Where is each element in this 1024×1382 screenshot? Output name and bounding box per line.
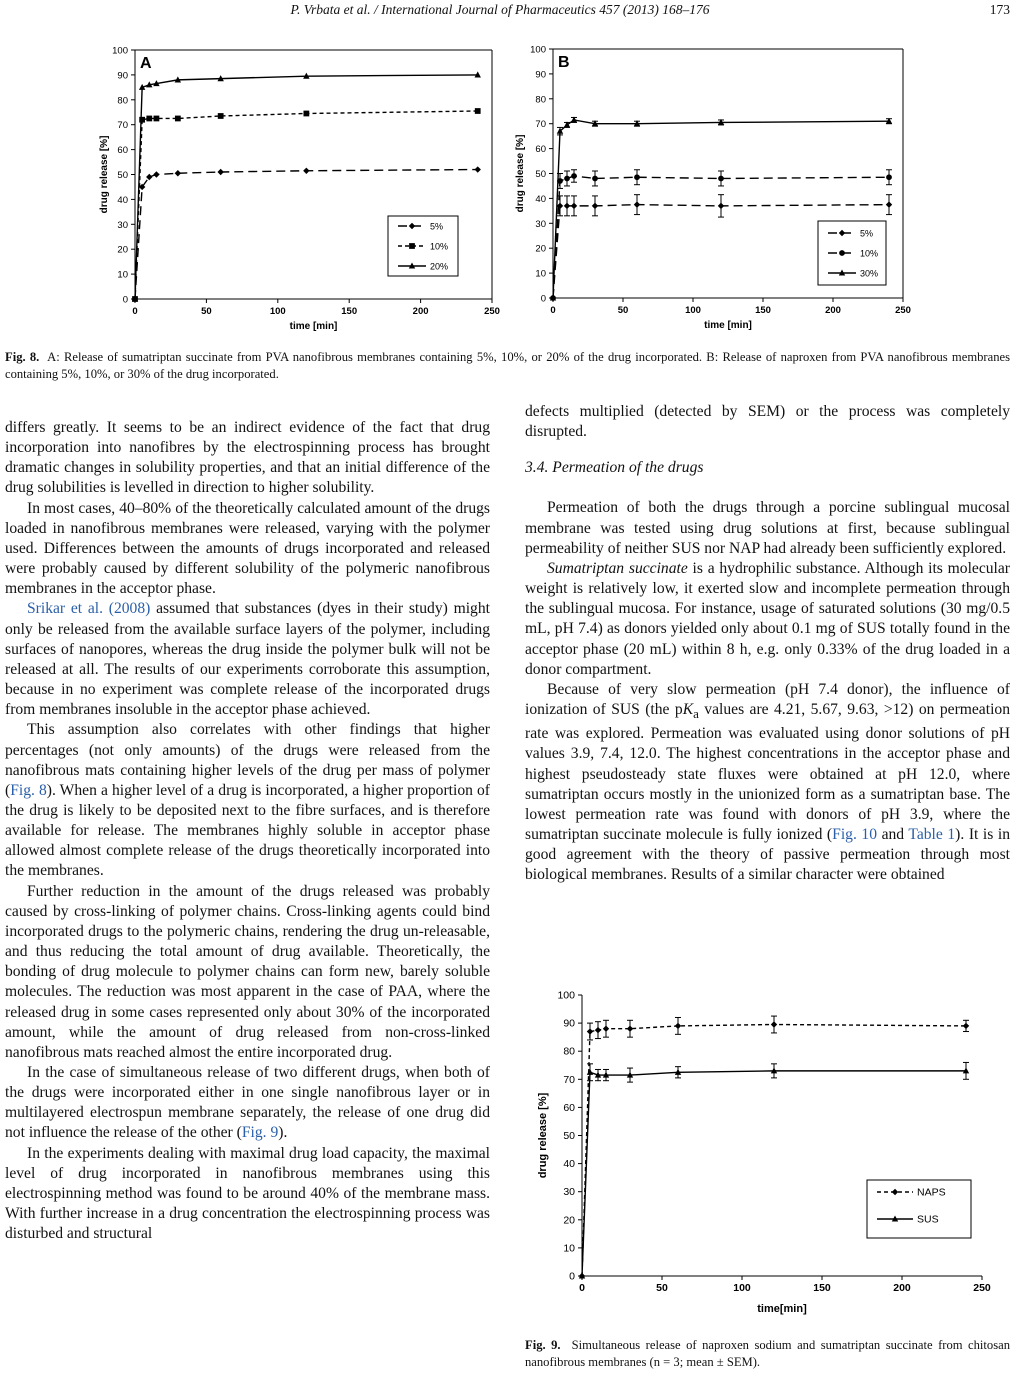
data-point-5%: [175, 170, 181, 176]
pka-subscript: a: [693, 706, 699, 722]
legend-label: 5%: [860, 228, 874, 239]
reference-link-srikar[interactable]: Srikar et al. (2008): [27, 600, 151, 618]
data-point-10%: [218, 113, 224, 119]
y-tick-label: 50: [117, 170, 128, 181]
y-tick-label: 100: [557, 989, 575, 1002]
y-tick-label: 80: [563, 1045, 575, 1058]
legend-marker: [409, 243, 415, 249]
x-axis-label: time [min]: [289, 321, 338, 332]
paragraph-text: Because of very slow permeation (pH 7.4 donor), the influence of ionization of SUS (the p: [525, 680, 1010, 719]
y-tick-label: 20: [563, 1214, 575, 1227]
paragraph: In the experiments dealing with maximal drug load capacity, the maximal level of drug incorporated in nanofibrous membranes using this electrospinning method was found to be around 40% of the membrane mass. With further increase in a drug concentration the electrospinning process was disturbed and structural: [5, 1144, 490, 1243]
paragraph: Further reduction in the amount of the drugs released was probably caused by cross-linking of polymer chains. Cross-linking agents could bind incorporated drugs to the polymeric chains, rendering the drug un-releasable, and thus reducing the total amount of drug available. Theoretically, the bonding of drug molecule to polymer chains can form new, barely soluble molecules. The reduction was most apparent in the case of PAA, where the released drug in some cases represented only about 30% of the incorporated amount, while the amount of drug released from non-cross-linked nanofibrous mats reached almost the entire incorporated drug.: [5, 882, 490, 1061]
x-axis-label: time[min]: [757, 1303, 807, 1315]
y-tick-label: 10: [563, 1242, 575, 1255]
x-tick-label: 100: [269, 306, 286, 317]
data-point-5%: [153, 171, 159, 177]
data-point-NAPS: [595, 1027, 601, 1033]
data-point-10%: [303, 111, 309, 117]
figure-link-fig9[interactable]: Fig. 9: [241, 1124, 279, 1142]
paragraph: [5, 599, 490, 720]
y-tick-label: 40: [535, 193, 546, 205]
data-point-NAPS: [675, 1023, 681, 1029]
y-axis-label: drug release [%]: [515, 134, 526, 213]
legend-label: 20%: [430, 261, 449, 272]
x-tick-label: 200: [893, 1282, 911, 1294]
data-point-5%: [886, 201, 892, 207]
data-point-10%: [475, 108, 481, 114]
data-point-10%: [564, 176, 570, 182]
x-tick-label: 250: [973, 1282, 991, 1294]
y-tick-label: 0: [122, 294, 128, 306]
data-point-10%: [886, 174, 892, 180]
x-tick-label: 100: [685, 305, 701, 316]
figure-link-fig8[interactable]: Fig. 8: [10, 781, 47, 799]
figure-8-caption: [5, 349, 1010, 383]
legend-label: 10%: [430, 241, 449, 252]
data-point-5%: [634, 201, 640, 207]
y-tick-label: 70: [535, 119, 546, 131]
data-point-NAPS: [587, 1028, 593, 1034]
paragraph: [5, 1063, 490, 1144]
data-point-10%: [634, 174, 640, 180]
x-axis-label: time [min]: [704, 320, 752, 331]
y-tick-label: 100: [112, 45, 128, 57]
data-point-10%: [592, 176, 598, 182]
figure-8-label: Fig. 8.: [5, 350, 40, 364]
paragraph-text: and: [877, 826, 909, 844]
paragraph: [525, 680, 1010, 886]
data-point-5%: [564, 203, 570, 209]
data-point-10%: [139, 117, 145, 123]
section-heading: 3.4. Permeation of the drugs: [525, 459, 704, 477]
legend-label: 30%: [860, 268, 879, 279]
paragraph-text: ). It is in good agreement with the theory of passive permeation through most biological membranes. Results of a similar character were obtained: [525, 826, 1011, 884]
paragraph-text: In the case of simultaneous release of two different drugs, when both of the drugs were incorporated either in one single nanofibrous layer or in multilayered electrospun membrane separately, the release of one drug did not influence the release of the other (: [5, 1064, 490, 1142]
y-axis-label: drug release [%]: [99, 135, 110, 214]
data-point-NAPS: [627, 1026, 633, 1032]
figure-9-caption: [525, 1337, 1010, 1371]
y-tick-label: 80: [117, 95, 128, 107]
paragraph-text: values are 4.21, 5.67, 9.63, >12) on permeation rate was explored. Permeation was evaluated using donor solutions of pH values 3.9, 7.4, 12.0. The highest concentrations in the acceptor phase and highest pseudosteady state fluxes were obtained at pH 12.0, where sumatriptan occurs mostly in the unionized form as a sumatriptan base. The lowest permeation rate was found with donors of pH 3.9, where the sumatriptan succinate molecule is fully ionized (: [525, 701, 1010, 844]
x-tick-label: 250: [895, 305, 911, 316]
panel-label: A: [140, 55, 152, 72]
page-number: 173: [989, 2, 1010, 17]
data-point-10%: [154, 116, 160, 122]
data-point-5%: [592, 203, 598, 209]
figure-8a-chart: [95, 40, 500, 335]
x-tick-label: 150: [813, 1282, 831, 1294]
x-tick-label: 50: [201, 306, 212, 317]
paragraph-text: ).: [278, 1124, 288, 1142]
x-tick-label: 0: [132, 306, 138, 317]
pka-symbol: K: [682, 701, 694, 719]
running-title: P. Vrbata et al. / International Journal of Pharmaceutics 457 (2013) 168–176: [290, 2, 710, 17]
y-tick-label: 60: [117, 145, 128, 157]
page-header: [0, 2, 1024, 22]
y-tick-label: 70: [563, 1073, 575, 1086]
paragraph: differs greatly. It seems to be an indirect evidence of the fact that drug incorporation into nanofibres by the electrospinning process has brought dramatic changes in solubility properties, and that an initial difference of the drug solubilities is levelled in direction to higher solubility.: [5, 419, 490, 497]
y-tick-label: 0: [569, 1270, 575, 1283]
y-tick-label: 40: [117, 194, 128, 206]
x-tick-label: 150: [341, 306, 358, 317]
data-point-5%: [571, 203, 577, 209]
x-tick-label: 100: [733, 1282, 751, 1294]
figure-8b-chart: [510, 40, 915, 335]
legend-label: NAPS: [917, 1186, 946, 1199]
italic-term: Sumatriptan succinate: [547, 559, 688, 577]
paragraph-text: assumed that substances (dyes in their study) might only be released from the available surface layers of the polymer, including surfaces of nanopores, whereas the drug inside the polymer bulk will not be released at all. The results of our experiments corroborate this assumption, because in no experiment was complete release of the incorporated drugs from membranes insoluble in the acceptor phase achieved.: [5, 600, 490, 719]
data-point-5%: [146, 174, 152, 180]
paragraph: In most cases, 40–80% of the theoretically calculated amount of the drugs loaded in nanofibrous membranes were released, varying with the polymer used. Differences between the amounts of drugs incorporated and released were probably caused by different solubility of the polymeric nanofibrous membranes in the acceptor phase.: [5, 499, 490, 598]
x-tick-label: 150: [755, 305, 771, 316]
y-tick-label: 30: [535, 218, 546, 230]
data-point-5%: [718, 203, 724, 209]
y-tick-label: 10: [117, 269, 128, 281]
y-axis-label: drug release [%]: [537, 1092, 549, 1179]
y-tick-label: 60: [563, 1101, 575, 1114]
figure-9-chart: [530, 985, 995, 1325]
x-tick-label: 0: [579, 1282, 585, 1294]
legend-label: 10%: [860, 248, 879, 259]
x-tick-label: 250: [484, 306, 500, 317]
data-point-5%: [303, 168, 309, 174]
y-tick-label: 90: [563, 1017, 575, 1030]
legend-label: SUS: [917, 1213, 939, 1226]
y-tick-label: 90: [117, 70, 128, 82]
y-tick-label: 20: [117, 244, 128, 256]
figure-8-caption-text: A: Release of sumatriptan succinate from PVA nanofibrous membranes containing 5%, 10%, or 20% of the drug incorporated. B: Release of naproxen from PVA nanofibrous membranes containing 5%, 10%, or 30% of the drug incorporated.: [5, 350, 1010, 381]
figure-9-label: Fig. 9.: [525, 1338, 561, 1352]
table-link-table1[interactable]: Table 1: [908, 826, 956, 844]
paragraph: Permeation of both the drugs through a porcine sublingual mucosal membrane was tested using drug solutions at first, because sublingual permeability of neither SUS nor NAP had already been sufficiently explored.: [525, 499, 1010, 557]
data-point-NAPS: [603, 1026, 609, 1032]
paragraph: defects multiplied (detected by SEM) or the process was completely disrupted.: [525, 403, 1010, 441]
legend-label: 5%: [430, 221, 444, 232]
y-tick-label: 40: [563, 1158, 575, 1171]
data-point-10%: [146, 116, 152, 122]
y-tick-label: 100: [530, 44, 546, 56]
y-tick-label: 30: [117, 219, 128, 231]
x-tick-label: 50: [617, 305, 629, 316]
x-tick-label: 50: [656, 1282, 668, 1294]
y-tick-label: 10: [535, 268, 546, 280]
paragraph-text: This assumption also correlates with other findings that higher percentages (not only amounts) of the drugs were released from the nanofibrous mats containing higher levels of the drug per mass of polymer (: [5, 721, 490, 799]
paragraph: [5, 720, 490, 881]
y-tick-label: 50: [535, 169, 546, 180]
data-point-10%: [718, 176, 724, 182]
y-tick-label: 50: [563, 1130, 575, 1142]
y-tick-label: 70: [117, 120, 128, 132]
paragraph-text: is a hydrophilic substance. Although its molecular weight is relatively low, it exerted slow and incomplete permeation through the sublingual mucosa. For instance, usage of saturated solutions (30 mg/0.5 mL, pH 7.4) as donors yielded only about 0.1 mg of SUS totally found in the acceptor phase (20 mL) within 8 h, e.g. only 0.33% of the drug loaded in a donor compartment.: [525, 559, 1010, 678]
series-line-SUS: [582, 1071, 966, 1276]
data-point-NAPS: [963, 1023, 969, 1029]
data-point-NAPS: [771, 1021, 777, 1027]
legend-marker: [839, 250, 845, 256]
right-column: [525, 402, 1010, 886]
y-tick-label: 0: [540, 293, 546, 305]
y-tick-label: 20: [535, 243, 546, 255]
paragraph: [525, 559, 1010, 680]
data-point-5%: [475, 166, 481, 172]
x-tick-label: 0: [550, 305, 556, 316]
data-point-10%: [571, 173, 577, 179]
left-column: [5, 418, 490, 1244]
paragraph-text: ). When a higher level of a drug is incorporated, a higher proportion of the drug is likely to be deposited next to the fibre surfaces, and is therefore available for release. The membranes highly soluble in acceptor phase allowed almost complete release of the drugs theoretically incorporated into the membranes.: [5, 781, 490, 880]
y-tick-label: 60: [535, 144, 546, 156]
data-point-5%: [217, 169, 223, 175]
y-tick-label: 80: [535, 94, 546, 106]
y-tick-label: 30: [563, 1186, 575, 1199]
figure-link-fig10[interactable]: Fig. 10: [832, 826, 878, 844]
y-tick-label: 90: [535, 69, 546, 81]
data-point-SUS: [587, 1069, 593, 1075]
panel-label: B: [558, 54, 570, 71]
x-tick-label: 200: [825, 305, 841, 316]
x-tick-label: 200: [412, 306, 429, 317]
data-point-10%: [175, 116, 181, 122]
figure-9-caption-text: Simultaneous release of naproxen sodium and sumatriptan succinate from chitosan nanofibrous membranes (n = 3; mean ± SEM).: [525, 1338, 1011, 1369]
